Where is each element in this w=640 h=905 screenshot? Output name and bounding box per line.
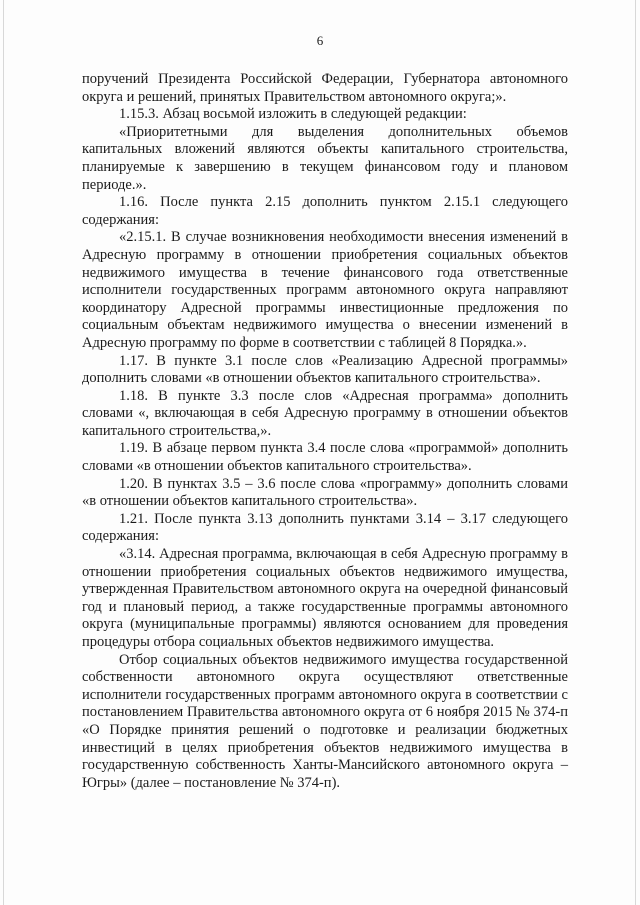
document-body — [82, 71, 568, 792]
paragraph-selection: Отбор социальных объектов недвижимого имущества государственной собственности автономного округа осуществляют ответственные исполнители государственных программ автономного округа в соответствии с постановлением Правительства автономного округа от 6 ноября 2015 № 374-п «О Порядке принятия решений о подготовке и реализации бюджетных инвестиций в целях приобретения объектов недвижимого имущества в государственную собственность Ханты-Мансийского автономного округа – Югры» (далее – постановление № 374-п). — [82, 651, 568, 791]
paragraph-priority-quote: «Приоритетными для выделения дополнительных объемов капитальных вложений являются объекты капитального строительства, планируемые к завершению в текущем финансовом году и плановом периоде.». — [82, 123, 568, 193]
paragraph-1-15-3: 1.15.3. Абзац восьмой изложить в следующей редакции: — [119, 106, 467, 123]
paragraph-1-21: 1.21. После пункта 3.13 дополнить пунктами 3.14 – 3.17 следующего содержания: — [82, 510, 568, 545]
paragraph-1-17: 1.17. В пункте 3.1 после слов «Реализацию Адресной программы» дополнить словами «в отношении объектов капитального строительства». — [82, 352, 568, 387]
paragraph-1-20: 1.20. В пунктах 3.5 – 3.6 после слова «программу» дополнить словами «в отношении объектов капитального строительства». — [82, 475, 568, 510]
scan-edge-left — [3, 0, 4, 905]
paragraph-3-14-quote: «3.14. Адресная программа, включающая в себя Адресную программу в отношении приобретения социальных объектов недвижимого имущества, утвержденная Правительством автономного округа на очередной финансовый год и плановый период, а также государственные программы автономного округа (муниципальные программы) являются основанием для проведения процедуры отбора социальных объектов недвижимого имущества. — [82, 546, 568, 650]
paragraph-1-16: 1.16. После пункта 2.15 дополнить пунктом 2.15.1 следующего содержания: — [82, 194, 568, 228]
paragraph-1-18: 1.18. В пункте 3.3 после слов «Адресная программа» дополнить словами «, включающая в себя Адресную программу в отношении объектов капитального строительства,». — [82, 387, 568, 439]
paragraph-1-19: 1.19. В абзаце первом пункта 3.4 после слова «программой» дополнить словами «в отношении объектов капитального строительства». — [82, 440, 568, 475]
paragraph-2-15-1-quote: «2.15.1. В случае возникновения необходимости внесения изменений в Адресную программу в отношении приобретения социальных объектов недвижимого имущества в течение финансового года ответственные исполнители государственных программ автономного округа направляют координатору Адресной программы инвестиционные предложения по социальным объектам недвижимого имущества о внесении изменений в Адресную программу по форме в соответствии с таблицей 8 Порядка.». — [82, 229, 568, 351]
scan-edge-right — [635, 0, 636, 905]
paragraph-continuation: поручений Президента Российской Федерации, Губернатора автономного округа и решений, принятых Правительством автономного округа;». — [82, 71, 568, 105]
page-number: 6 — [316, 33, 324, 48]
